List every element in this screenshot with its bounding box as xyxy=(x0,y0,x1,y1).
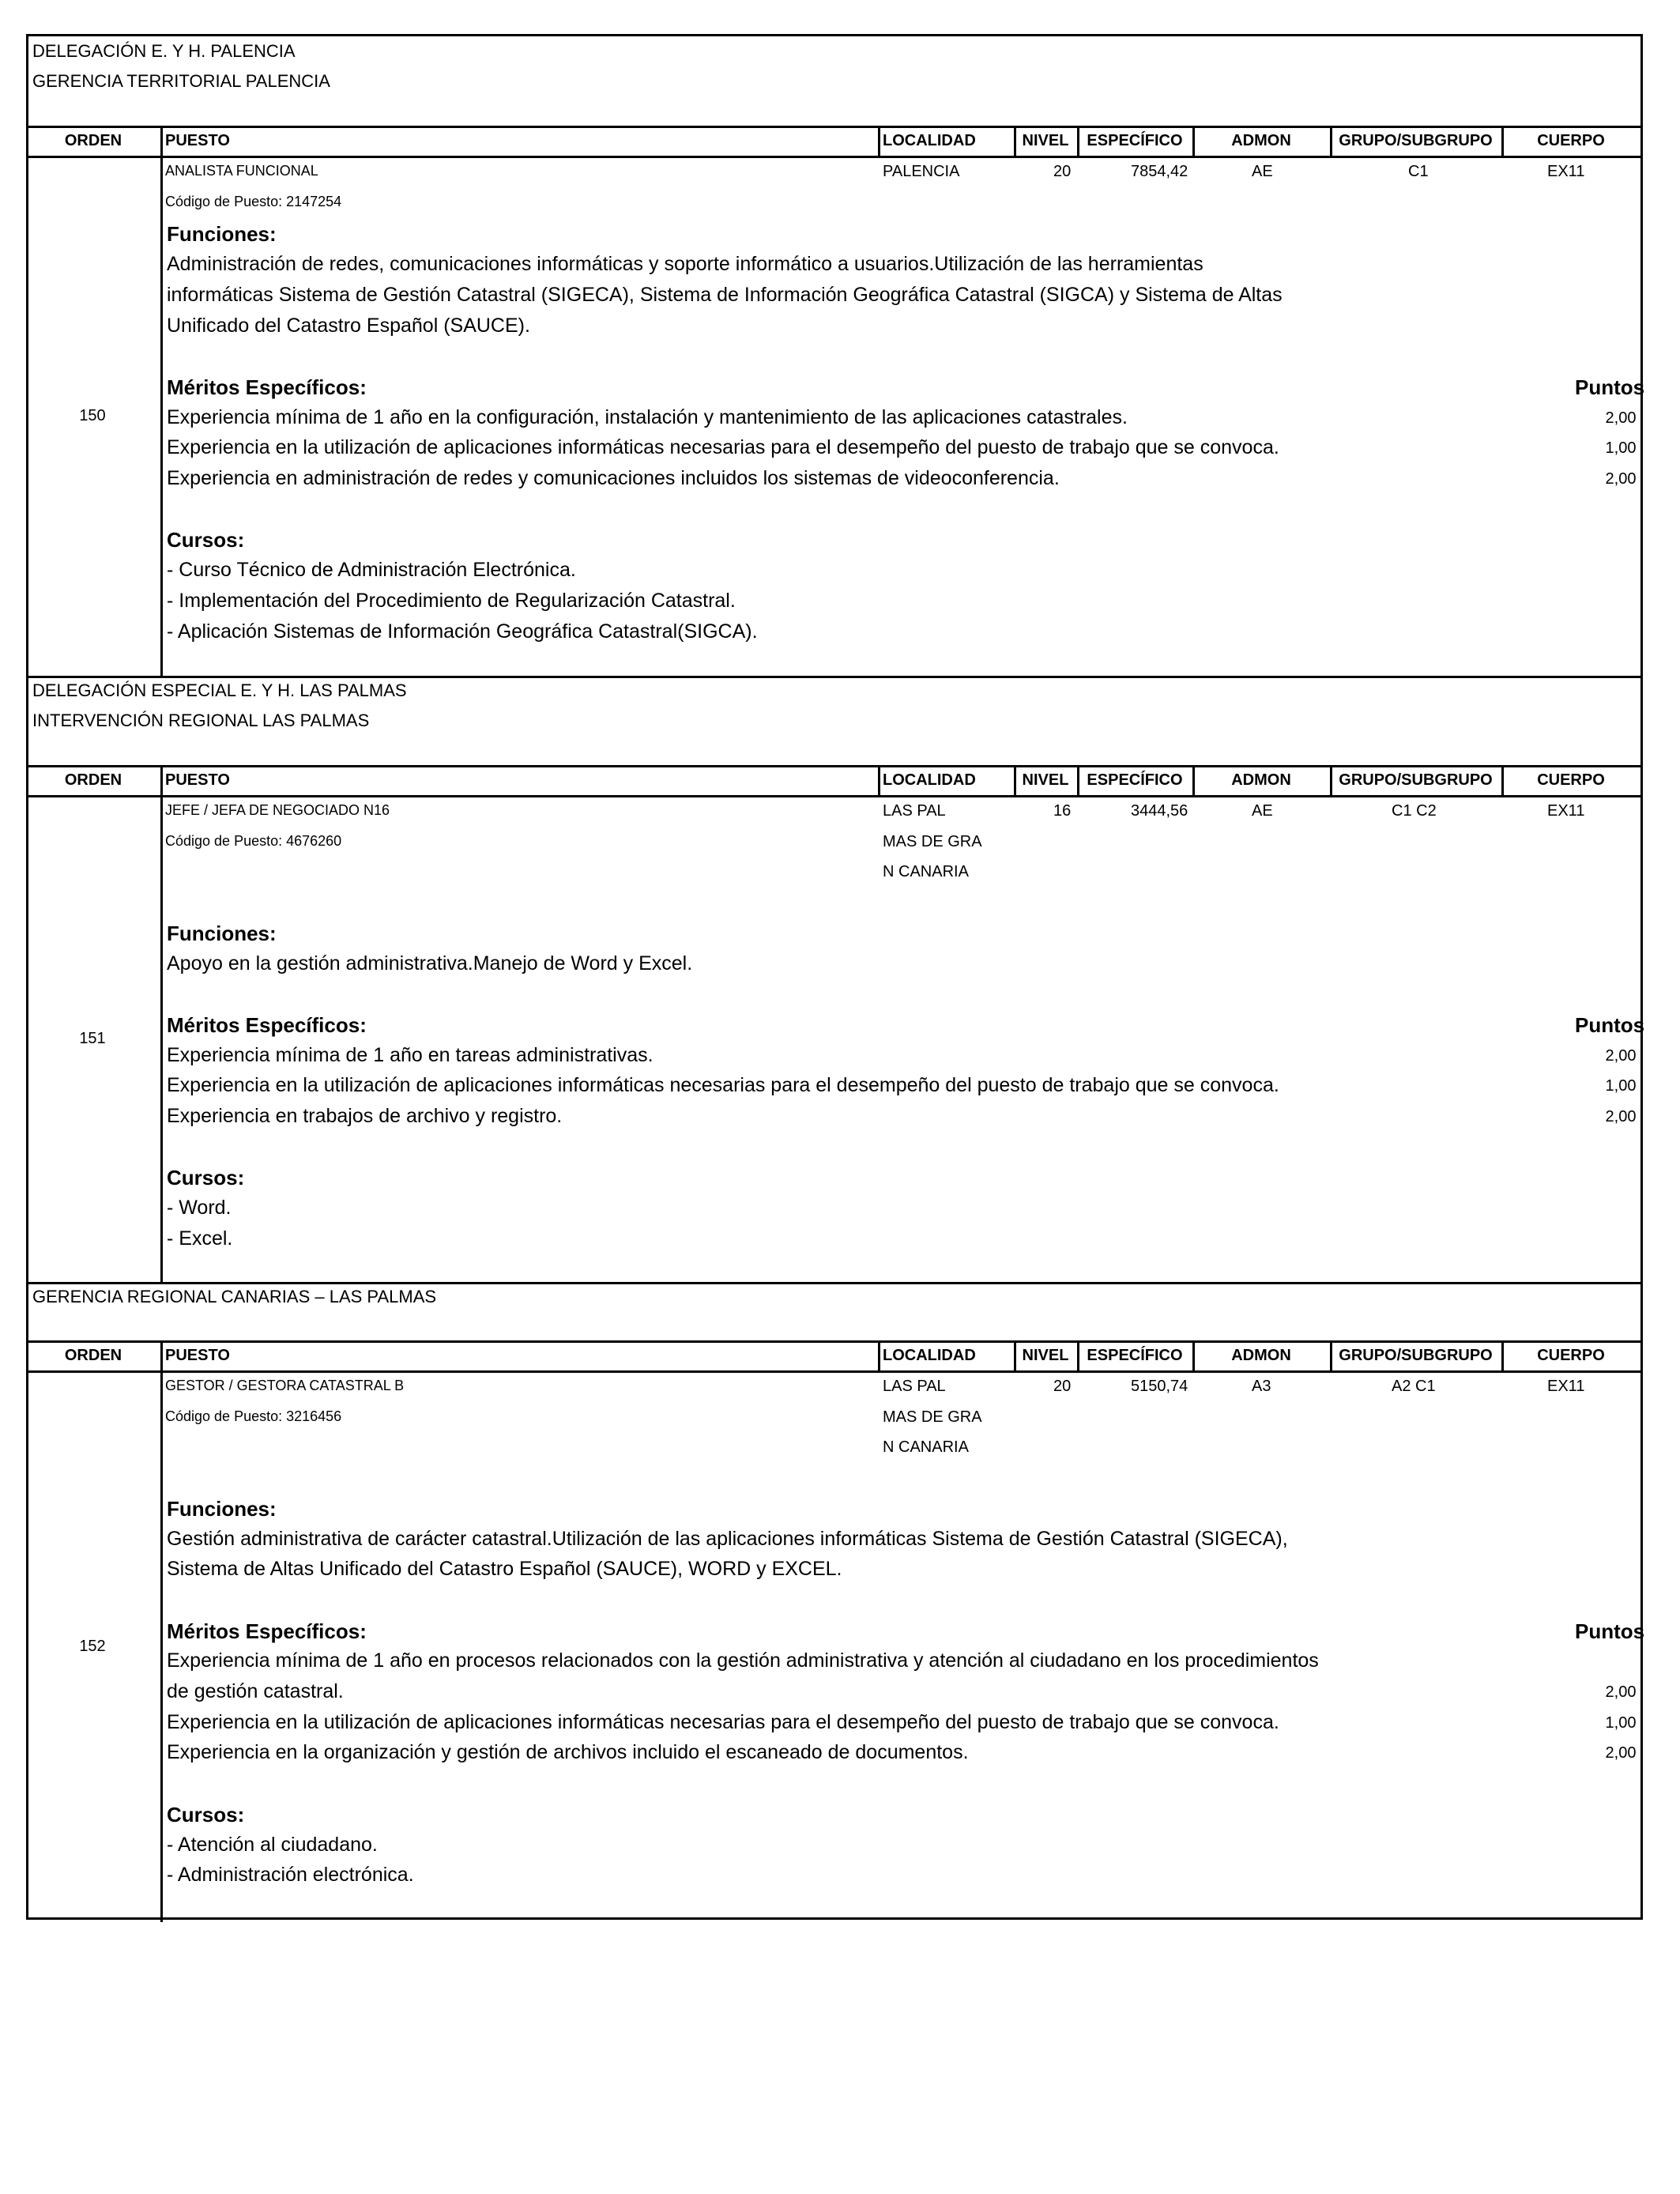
merito-puntos: 1,00 xyxy=(1605,439,1637,458)
merito-text: Experiencia en administración de redes y comunicaciones incluidos los sistemas de videoconferencia. xyxy=(167,467,1060,489)
merito-text: Experiencia en trabajos de archivo y registro. xyxy=(167,1105,563,1127)
header-top-line xyxy=(26,1340,1643,1343)
especifico-value: 3444,56 xyxy=(1131,802,1188,820)
header-bottom-line xyxy=(26,156,1643,158)
column-header-cuerpo: CUERPO xyxy=(1537,771,1605,789)
orden-divider xyxy=(160,796,163,1282)
orden-number: 152 xyxy=(79,1637,106,1655)
localidad-line: N CANARIA xyxy=(883,863,969,881)
funciones-label: Funciones: xyxy=(167,222,277,247)
orden-number: 151 xyxy=(79,1029,106,1047)
column-header-orden: ORDEN xyxy=(64,771,122,789)
puntos-label: Puntos xyxy=(1575,375,1645,399)
admon-value: AE xyxy=(1252,802,1273,820)
column-divider xyxy=(878,1340,880,1371)
nivel-value: 16 xyxy=(1053,802,1072,820)
funciones-text: Sistema de Altas Unificado del Catastro Español (SAUCE), WORD y EXCEL. xyxy=(167,1558,842,1581)
column-header-grupo: GRUPO/SUBGRUPO xyxy=(1339,132,1493,149)
grupo-value: A2 C1 xyxy=(1392,1378,1436,1395)
merito-puntos: 2,00 xyxy=(1605,1046,1637,1065)
cursos-label: Cursos: xyxy=(167,1802,245,1826)
header-bottom-line xyxy=(26,795,1643,797)
column-divider xyxy=(878,126,880,156)
funciones-label: Funciones: xyxy=(167,921,277,945)
puntos-label: Puntos xyxy=(1575,1619,1645,1643)
merito-puntos: 2,00 xyxy=(1605,409,1637,427)
puesto-name: JEFE / JEFA DE NEGOCIADO N16 xyxy=(165,802,390,818)
curso-text: - Aplicación Sistemas de Información Geográfica Catastral(SIGCA). xyxy=(167,620,758,643)
cuerpo-value: EX11 xyxy=(1547,802,1585,820)
puntos-label: Puntos xyxy=(1575,1012,1645,1037)
funciones-text: Unificado del Catastro Español (SAUCE). xyxy=(167,314,530,337)
column-header-localidad: LOCALIDAD xyxy=(883,132,976,149)
cursos-label: Cursos: xyxy=(167,1166,245,1190)
orden-divider xyxy=(160,156,163,676)
curso-text: - Atención al ciudadano. xyxy=(167,1833,378,1856)
funciones-text: Gestión administrativa de carácter catastral.Utilización de las aplicaciones informáticas Sistema de Gestión Catastral (SIGECA), xyxy=(167,1527,1288,1550)
merito-text: Experiencia en la organización y gestión de archivos incluido el escaneado de documentos. xyxy=(167,1741,969,1764)
especifico-value: 5150,74 xyxy=(1131,1378,1188,1395)
localidad-line: MAS DE GRA xyxy=(883,1408,982,1426)
cursos-label: Cursos: xyxy=(167,528,245,552)
cuerpo-value: EX11 xyxy=(1547,1378,1585,1395)
organization-line: DELEGACIÓN ESPECIAL E. Y H. LAS PALMAS xyxy=(32,680,407,700)
merito-text: de gestión catastral. xyxy=(167,1680,344,1702)
merito-text: Experiencia mínima de 1 año en tareas administrativas. xyxy=(167,1043,654,1066)
orden-number: 150 xyxy=(79,406,106,424)
localidad-line: PALENCIA xyxy=(883,163,960,180)
merito-text: Experiencia en la utilización de aplicaciones informáticas necesarias para el desempeño del puesto de trabajo que se convoca. xyxy=(167,1074,1279,1097)
merito-puntos: 2,00 xyxy=(1605,1744,1637,1762)
localidad-line: LAS PAL xyxy=(883,802,946,820)
organization-subline: INTERVENCIÓN REGIONAL LAS PALMAS xyxy=(32,711,370,730)
section-block xyxy=(26,1282,1643,1922)
column-header-grupo: GRUPO/SUBGRUPO xyxy=(1339,771,1493,789)
merito-text: Experiencia mínima de 1 año en procesos relacionados con la gestión administrativa y atención al ciudadano en los procedimientos xyxy=(167,1649,1319,1672)
grupo-value: C1 C2 xyxy=(1392,802,1437,820)
merito-puntos: 2,00 xyxy=(1605,470,1637,488)
column-header-puesto: PUESTO xyxy=(165,771,230,789)
column-header-cuerpo: CUERPO xyxy=(1537,1347,1605,1364)
document-frame xyxy=(26,34,1643,1920)
grupo-value: C1 xyxy=(1408,163,1429,180)
curso-text: - Curso Técnico de Administración Electrónica. xyxy=(167,559,576,582)
merito-puntos: 2,00 xyxy=(1605,1108,1637,1125)
merito-text: Experiencia en la utilización de aplicaciones informáticas necesarias para el desempeño del puesto de trabajo que se convoca. xyxy=(167,1710,1279,1733)
merito-text: Experiencia en la utilización de aplicaciones informáticas necesarias para el desempeño del puesto de trabajo que se convoca. xyxy=(167,436,1279,459)
merito-puntos: 1,00 xyxy=(1605,1713,1637,1732)
especifico-value: 7854,42 xyxy=(1131,163,1188,180)
meritos-label: Méritos Específicos: xyxy=(167,1619,367,1643)
column-header-admon: ADMON xyxy=(1231,132,1291,149)
funciones-text: Administración de redes, comunicaciones informáticas y soporte informático a usuarios.Utilización de las herramientas xyxy=(167,253,1203,276)
column-divider xyxy=(160,1340,163,1371)
admon-value: A3 xyxy=(1252,1378,1271,1395)
funciones-text: informáticas Sistema de Gestión Catastral (SIGECA), Sistema de Información Geográfica Catastral (SIGCA) y Sistema de Altas xyxy=(167,283,1283,306)
nivel-value: 20 xyxy=(1053,1378,1072,1395)
column-header-admon: ADMON xyxy=(1231,1347,1291,1364)
header-bottom-line xyxy=(26,1370,1643,1373)
meritos-label: Méritos Específicos: xyxy=(167,375,367,399)
merito-puntos: 1,00 xyxy=(1605,1077,1637,1095)
codigo-puesto: Código de Puesto: 4676260 xyxy=(165,832,342,849)
orden-divider xyxy=(160,1371,163,1922)
localidad-line: LAS PAL xyxy=(883,1378,946,1395)
localidad-line: MAS DE GRA xyxy=(883,832,982,850)
merito-puntos: 2,00 xyxy=(1605,1683,1637,1701)
column-divider xyxy=(160,765,163,796)
section-divider xyxy=(26,676,1643,678)
curso-text: - Implementación del Procedimiento de Regularización Catastral. xyxy=(167,589,736,612)
column-header-cuerpo: CUERPO xyxy=(1537,132,1605,149)
puesto-name: ANALISTA FUNCIONAL xyxy=(165,163,318,179)
column-header-especifico: ESPECÍFICO xyxy=(1087,771,1183,789)
column-header-orden: ORDEN xyxy=(64,1347,122,1364)
section-block xyxy=(26,36,1643,676)
codigo-puesto: Código de Puesto: 2147254 xyxy=(165,193,342,209)
curso-text: - Word. xyxy=(167,1197,232,1220)
admon-value: AE xyxy=(1252,163,1273,180)
localidad-line: N CANARIA xyxy=(883,1438,969,1457)
organization-subline: GERENCIA TERRITORIAL PALENCIA xyxy=(32,71,330,91)
codigo-puesto: Código de Puesto: 3216456 xyxy=(165,1408,342,1424)
column-header-nivel: NIVEL xyxy=(1022,771,1069,789)
meritos-label: Méritos Específicos: xyxy=(167,1012,367,1037)
puesto-name: GESTOR / GESTORA CATASTRAL B xyxy=(165,1378,405,1393)
section-block xyxy=(26,676,1643,1282)
header-top-line xyxy=(26,765,1643,767)
curso-text: - Administración electrónica. xyxy=(167,1864,414,1887)
curso-text: - Excel. xyxy=(167,1227,233,1250)
column-header-especifico: ESPECÍFICO xyxy=(1087,1347,1183,1364)
column-header-puesto: PUESTO xyxy=(165,132,230,149)
column-divider xyxy=(160,126,163,156)
column-header-localidad: LOCALIDAD xyxy=(883,1347,976,1364)
column-header-nivel: NIVEL xyxy=(1022,1347,1069,1364)
column-header-nivel: NIVEL xyxy=(1022,132,1069,149)
column-divider xyxy=(878,765,880,796)
column-header-orden: ORDEN xyxy=(64,132,122,149)
column-header-localidad: LOCALIDAD xyxy=(883,771,976,789)
column-header-puesto: PUESTO xyxy=(165,1347,230,1364)
organization-line: DELEGACIÓN E. Y H. PALENCIA xyxy=(32,41,296,61)
funciones-text: Apoyo en la gestión administrativa.Manejo de Word y Excel. xyxy=(167,952,693,974)
nivel-value: 20 xyxy=(1053,163,1072,180)
organization-line: GERENCIA REGIONAL CANARIAS – LAS PALMAS xyxy=(32,1287,437,1306)
funciones-label: Funciones: xyxy=(167,1496,277,1521)
column-header-grupo: GRUPO/SUBGRUPO xyxy=(1339,1347,1493,1364)
column-header-admon: ADMON xyxy=(1231,771,1291,789)
column-header-especifico: ESPECÍFICO xyxy=(1087,132,1183,149)
cuerpo-value: EX11 xyxy=(1547,163,1585,180)
merito-text: Experiencia mínima de 1 año en la configuración, instalación y mantenimiento de las aplicaciones catastrales. xyxy=(167,405,1128,428)
section-divider xyxy=(26,1282,1643,1284)
header-top-line xyxy=(26,126,1643,128)
